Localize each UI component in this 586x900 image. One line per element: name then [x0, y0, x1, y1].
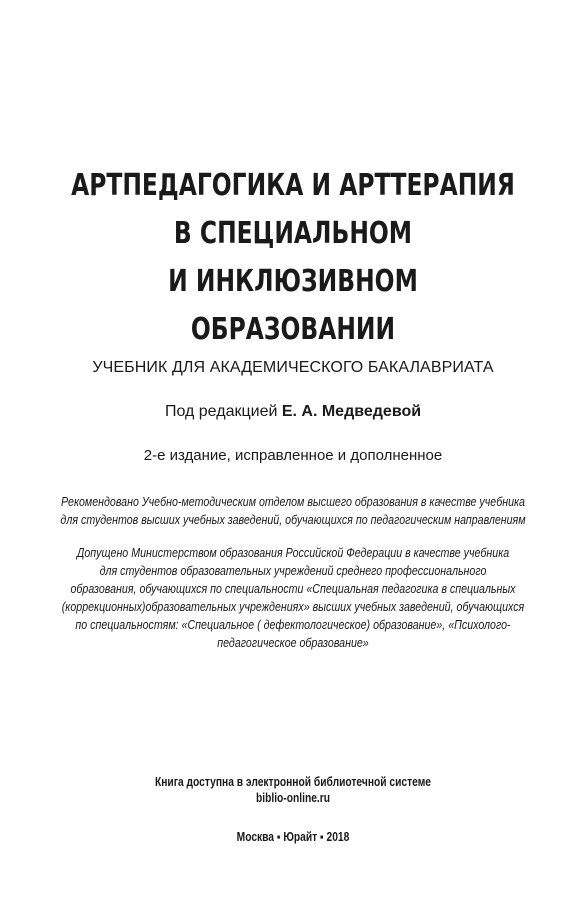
editor-line: [0, 402, 586, 422]
approval-line: (коррекционных)образовательных учреждениях» высших учебных заведений, обучающихся: [61, 599, 525, 614]
availability-line: Книга доступна в электронной библиотечной системе: [154, 775, 432, 789]
book-title-line: АРТПЕДАГОГИКА И АРТТЕРАПИЯ: [71, 168, 515, 203]
book-title-line: ОБРАЗОВАНИИ: [190, 312, 396, 347]
imprint-text: Москва ▪ Юрайт ▪ 2018: [236, 830, 350, 844]
book-subtitle: УЧЕБНИК ДЛЯ АКАДЕМИЧЕСКОГО БАКАЛАВРИАТА: [92, 359, 494, 376]
approval-line: Допущено Министерством образования Российской Федерации в качестве учебника: [76, 545, 510, 560]
availability-url: biblio-online.ru: [255, 791, 331, 805]
approval-line: по специальностям: «Специальное ( дефектологическое) образование», «Психолого-: [75, 617, 511, 632]
imprint-line: [0, 829, 586, 845]
book-title-line: И ИНКЛЮЗИВНОМ: [168, 264, 418, 299]
approval-note: [0, 544, 586, 652]
editor-prefix: Под редакцией: [164, 403, 282, 420]
book-title-line: В СПЕЦИАЛЬНОМ: [173, 216, 413, 251]
recommendation-line: для студентов высших учебных заведений, обучающихся по педагогическим направлениям: [60, 512, 526, 527]
book-title: [0, 162, 586, 354]
approval-line: образования, обучающихся по специальности «Специальная педагогика в специальных: [70, 581, 516, 596]
edition-note: 2-е издание, исправленное и дополненное: [143, 447, 443, 464]
approval-line: педагогическое образование»: [217, 635, 369, 650]
editor-name: Е. А. Медведевой: [281, 403, 422, 420]
recommendation-line: Рекомендовано Учебно-методическим отделом высшего образования в качестве учебника: [61, 494, 525, 509]
approval-line: для студентов образовательных учреждений среднего профессионального: [99, 563, 487, 578]
recommendation-note: [0, 493, 586, 529]
availability-note: [0, 774, 586, 806]
